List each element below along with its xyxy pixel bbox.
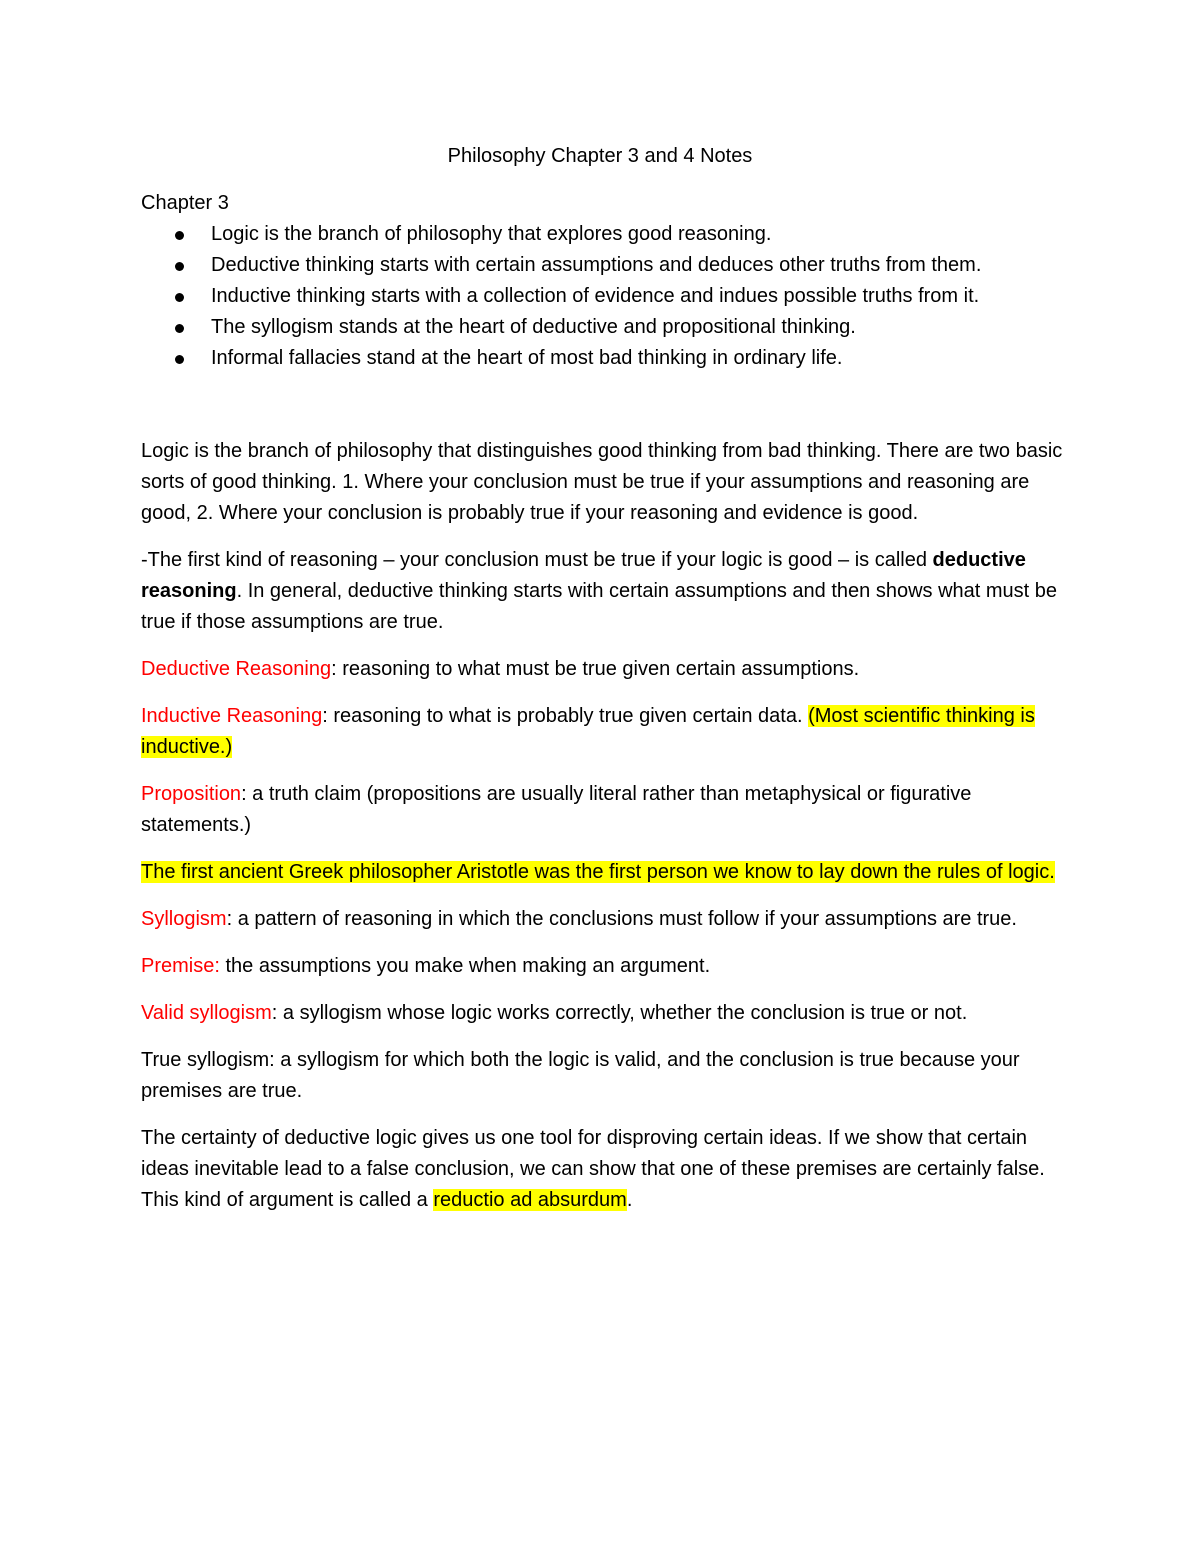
bullet-item (141, 250, 1071, 281)
bullet-icon (175, 262, 184, 271)
bullet-icon (175, 355, 184, 364)
definition-text: the assumptions you make when making an argument. (219, 955, 711, 977)
bullet-icon (175, 293, 184, 302)
bullet-item (141, 281, 1071, 312)
definition-premise (141, 951, 1071, 982)
deductive-paragraph-text: . In general, deductive thinking starts with certain assumptions and then shows what must be true if those assumptions are true. (141, 580, 1058, 633)
intro-paragraph: Logic is the branch of philosophy that distinguishes good thinking from bad thinking. There are two basic sorts of good thinking. 1. Where your conclusion must be true if your assumptions and reasoning are good, 2. Where your conclusion is probably true if your reasoning and evidence is good. (141, 440, 1063, 524)
definition-term: Syllogism (141, 908, 227, 930)
definition-text: : reasoning to what is probably true given certain data. (322, 705, 809, 727)
document-body (141, 188, 1071, 1216)
bullet-text: Informal fallacies stand at the heart of most bad thinking in ordinary life. (211, 347, 843, 369)
definition-syllogism (141, 904, 1071, 935)
page-title: Philosophy Chapter 3 and 4 Notes (447, 145, 753, 167)
deductive-paragraph-text: -The first kind of reasoning – your conclusion must be true if your logic is good – is called (141, 549, 933, 571)
definition-inductive (141, 701, 1071, 763)
summary-bullet-list (141, 219, 1071, 374)
definition-term: Valid syllogism (141, 1002, 272, 1024)
definition-deductive (141, 654, 1071, 685)
true-syllogism-paragraph: True syllogism: a syllogism for which both the logic is valid, and the conclusion is true because your premises are true. (141, 1049, 1020, 1102)
aristotle-paragraph (141, 857, 1071, 888)
reductio-text: The certainty of deductive logic gives us one tool for disproving certain ideas. If we show that certain ideas inevitable lead to a false conclusion, we can show that one of these premises are certainly false. This kind of argument is called a (141, 1127, 1045, 1211)
definition-text: : a pattern of reasoning in which the conclusions must follow if your assumptions are true. (226, 908, 1017, 930)
bullet-icon (175, 324, 184, 333)
bullet-text: Deductive thinking starts with certain assumptions and deduces other truths from them. (211, 254, 982, 276)
deductive-reasoning-bold: deductive reasoning (141, 549, 1026, 602)
bullet-text: The syllogism stands at the heart of deductive and propositional thinking. (211, 316, 856, 338)
bullet-text: Logic is the branch of philosophy that explores good reasoning. (211, 223, 772, 245)
deductive-paragraph (141, 545, 1071, 638)
definition-term: Deductive Reasoning (141, 658, 332, 680)
chapter-heading: Chapter 3 (141, 192, 229, 214)
definition-term: Inductive Reasoning (141, 705, 323, 727)
highlighted-note: (Most scientific thinking is inductive.) (141, 705, 1035, 758)
highlighted-note: The first ancient Greek philosopher Aristotle was the first person we know to lay down the rules of logic. (141, 861, 1055, 883)
bullet-text: Inductive thinking starts with a collection of evidence and indues possible truths from it. (211, 285, 980, 307)
definition-term: Premise: (141, 955, 220, 977)
reductio-paragraph (141, 1123, 1071, 1216)
definition-text: : reasoning to what must be true given certain assumptions. (331, 658, 860, 680)
bullet-item (141, 219, 1071, 250)
definition-proposition (141, 779, 1071, 841)
bullet-icon (175, 231, 184, 240)
definition-text: : a truth claim (propositions are usually literal rather than metaphysical or figurative statements.) (141, 783, 972, 836)
definition-term: Proposition (141, 783, 242, 805)
highlighted-term: reductio ad absurdum (433, 1189, 627, 1211)
reductio-text: . (626, 1189, 633, 1211)
definition-valid-syllogism (141, 998, 1071, 1029)
definition-text: : a syllogism whose logic works correctly, whether the conclusion is true or not. (271, 1002, 968, 1024)
bullet-item (141, 343, 1071, 374)
bullet-item (141, 312, 1071, 343)
